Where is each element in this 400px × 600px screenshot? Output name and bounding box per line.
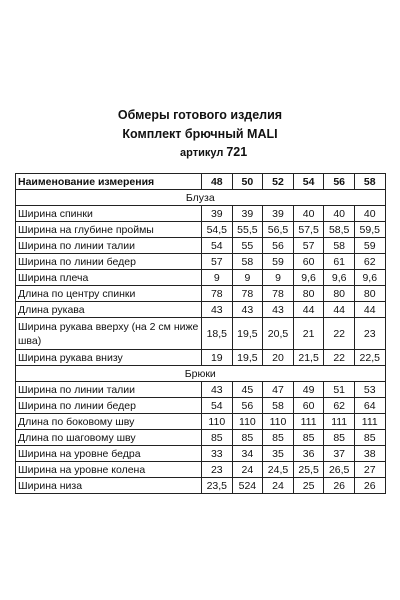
measurement-value: 80 <box>293 286 324 302</box>
measurement-name: Ширина плеча <box>16 270 202 286</box>
table-body <box>16 190 386 494</box>
measurement-value: 57 <box>293 238 324 254</box>
measurement-value: 19,5 <box>232 350 263 366</box>
measurement-value: 55 <box>232 238 263 254</box>
article-line <box>180 145 247 159</box>
measurement-value: 9,6 <box>293 270 324 286</box>
measurement-value: 60 <box>293 254 324 270</box>
measurement-value: 110 <box>202 414 233 430</box>
table-row <box>16 238 386 254</box>
table-row <box>16 206 386 222</box>
measurement-value: 24 <box>232 462 263 478</box>
measurement-value: 58,5 <box>324 222 355 238</box>
measurement-name: Ширина рукава вверху (на 2 см ниже шва) <box>16 318 202 350</box>
table-row <box>16 254 386 270</box>
measurement-value: 25,5 <box>293 462 324 478</box>
measurement-value: 55,5 <box>232 222 263 238</box>
table-row <box>16 318 386 350</box>
measurement-value: 110 <box>263 414 294 430</box>
measurement-value: 62 <box>354 254 385 270</box>
table-row <box>16 446 386 462</box>
measurement-name: Длина по боковому шву <box>16 414 202 430</box>
measurement-value: 43 <box>202 382 233 398</box>
measurement-value: 85 <box>232 430 263 446</box>
measurement-value: 36 <box>293 446 324 462</box>
measurement-value: 56,5 <box>263 222 294 238</box>
table-row <box>16 478 386 494</box>
header-size: 54 <box>293 174 324 190</box>
measurement-value: 47 <box>263 382 294 398</box>
measurement-value: 111 <box>354 414 385 430</box>
measurement-value: 26 <box>324 478 355 494</box>
measurement-value: 39 <box>263 206 294 222</box>
measurement-name: Ширина по линии талии <box>16 238 202 254</box>
measurement-value: 85 <box>263 430 294 446</box>
section-title: Брюки <box>16 366 386 382</box>
measurement-name: Ширина низа <box>16 478 202 494</box>
measurement-value: 58 <box>263 398 294 414</box>
section-title: Блуза <box>16 190 386 206</box>
measurement-value: 78 <box>202 286 233 302</box>
measurement-value: 24,5 <box>263 462 294 478</box>
measurement-value: 24 <box>263 478 294 494</box>
measurement-value: 56 <box>232 398 263 414</box>
measurement-value: 51 <box>324 382 355 398</box>
measurement-value: 49 <box>293 382 324 398</box>
measurement-value: 524 <box>232 478 263 494</box>
measurement-value: 43 <box>263 302 294 318</box>
header-measurement-name: Наименование измерения <box>16 174 202 190</box>
table-row <box>16 222 386 238</box>
header-size: 50 <box>232 174 263 190</box>
header-size: 52 <box>263 174 294 190</box>
table-row <box>16 414 386 430</box>
table-header-row <box>16 174 386 190</box>
measurement-value: 111 <box>293 414 324 430</box>
table-row <box>16 286 386 302</box>
measurement-value: 43 <box>232 302 263 318</box>
measurement-value: 25 <box>293 478 324 494</box>
measurement-value: 34 <box>232 446 263 462</box>
measurement-value: 39 <box>202 206 233 222</box>
measurement-value: 59 <box>263 254 294 270</box>
document-subtitle: Комплект брючный MALI <box>122 127 278 141</box>
section-row <box>16 190 386 206</box>
measurement-value: 54 <box>202 238 233 254</box>
measurement-value: 9,6 <box>354 270 385 286</box>
measurement-value: 23,5 <box>202 478 233 494</box>
measurement-value: 33 <box>202 446 233 462</box>
measurement-value: 35 <box>263 446 294 462</box>
measurement-value: 9 <box>263 270 294 286</box>
table-row <box>16 382 386 398</box>
measurement-value: 80 <box>354 286 385 302</box>
measurement-value: 23 <box>202 462 233 478</box>
measurement-value: 80 <box>324 286 355 302</box>
measurement-value: 9 <box>202 270 233 286</box>
measurement-value: 44 <box>293 302 324 318</box>
measurement-value: 18,5 <box>202 318 233 350</box>
measurement-value: 78 <box>232 286 263 302</box>
measurement-value: 22 <box>324 350 355 366</box>
measurement-value: 9 <box>232 270 263 286</box>
measurement-value: 54 <box>202 398 233 414</box>
measurement-value: 44 <box>324 302 355 318</box>
measurement-name: Длина по центру спинки <box>16 286 202 302</box>
measurement-name: Длина рукава <box>16 302 202 318</box>
measurement-value: 43 <box>202 302 233 318</box>
measurement-value: 61 <box>324 254 355 270</box>
measurement-name: Ширина спинки <box>16 206 202 222</box>
measurement-value: 59 <box>354 238 385 254</box>
measurement-value: 110 <box>232 414 263 430</box>
measurement-value: 78 <box>263 286 294 302</box>
measurement-value: 40 <box>324 206 355 222</box>
measurement-value: 19 <box>202 350 233 366</box>
table-row <box>16 430 386 446</box>
measurement-value: 56 <box>263 238 294 254</box>
measurement-name: Ширина по линии талии <box>16 382 202 398</box>
measurement-value: 38 <box>354 446 385 462</box>
measurement-value: 60 <box>293 398 324 414</box>
measurement-name: Ширина рукава внизу <box>16 350 202 366</box>
measurement-value: 45 <box>232 382 263 398</box>
measurement-name: Ширина на уровне бедра <box>16 446 202 462</box>
measurement-value: 85 <box>202 430 233 446</box>
measurement-name: Ширина по линии бедер <box>16 398 202 414</box>
measurement-value: 20,5 <box>263 318 294 350</box>
measurement-value: 23 <box>354 318 385 350</box>
measurement-value: 58 <box>324 238 355 254</box>
measurement-name: Ширина по линии бедер <box>16 254 202 270</box>
measurement-value: 44 <box>354 302 385 318</box>
measurement-value: 40 <box>354 206 385 222</box>
measurement-value: 57,5 <box>293 222 324 238</box>
article-label: артикул <box>180 147 224 159</box>
table-row <box>16 270 386 286</box>
measurement-value: 85 <box>293 430 324 446</box>
measurement-value: 19,5 <box>232 318 263 350</box>
measurement-value: 20 <box>263 350 294 366</box>
measurement-value: 21 <box>293 318 324 350</box>
measurement-name: Длина по шаговому шву <box>16 430 202 446</box>
article-number: 721 <box>226 145 248 159</box>
measurement-value: 26,5 <box>324 462 355 478</box>
measurement-value: 85 <box>354 430 385 446</box>
measurement-value: 26 <box>354 478 385 494</box>
measurement-value: 21,5 <box>293 350 324 366</box>
table-row <box>16 302 386 318</box>
measurement-value: 40 <box>293 206 324 222</box>
measurement-name: Ширина на уровне колена <box>16 462 202 478</box>
table-row <box>16 462 386 478</box>
measurement-value: 57 <box>202 254 233 270</box>
measurement-value: 85 <box>324 430 355 446</box>
section-row <box>16 366 386 382</box>
measurement-value: 37 <box>324 446 355 462</box>
header-size: 56 <box>324 174 355 190</box>
measurement-value: 59,5 <box>354 222 385 238</box>
measurement-value: 62 <box>324 398 355 414</box>
measurement-value: 64 <box>354 398 385 414</box>
measurement-value: 58 <box>232 254 263 270</box>
measurements-table <box>15 173 386 494</box>
table-row <box>16 350 386 366</box>
measurement-value: 9,6 <box>324 270 355 286</box>
measurement-value: 53 <box>354 382 385 398</box>
measurement-value: 111 <box>324 414 355 430</box>
header-size: 48 <box>202 174 233 190</box>
document-title: Обмеры готового изделия <box>117 108 283 122</box>
measurement-value: 54,5 <box>202 222 233 238</box>
measurement-value: 39 <box>232 206 263 222</box>
measurement-value: 22,5 <box>354 350 385 366</box>
measurement-value: 27 <box>354 462 385 478</box>
measurement-name: Ширина на глубине проймы <box>16 222 202 238</box>
header-size: 58 <box>354 174 385 190</box>
table-row <box>16 398 386 414</box>
measurement-value: 22 <box>324 318 355 350</box>
document-header <box>0 107 400 143</box>
